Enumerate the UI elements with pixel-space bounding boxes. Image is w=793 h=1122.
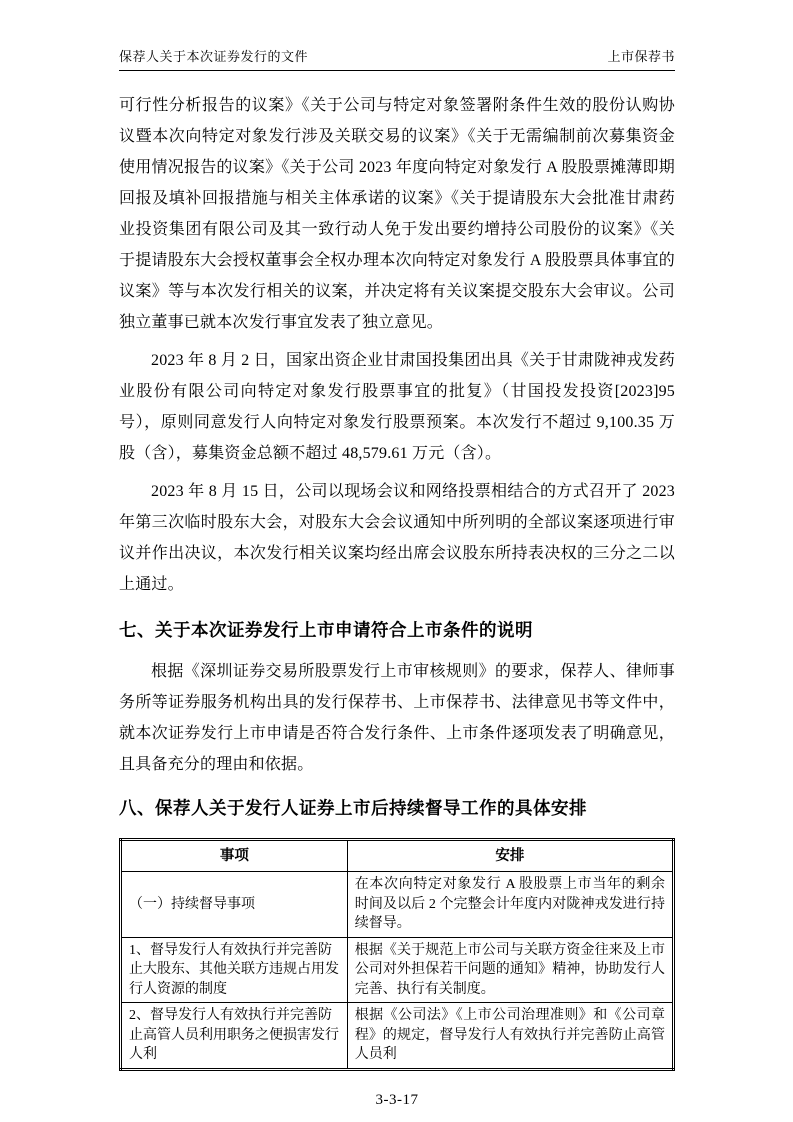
page-header (119, 46, 675, 71)
table-cell-arrangement: 根据《关于规范上市公司与关联方资金往来及上市公司对外担保若干问题的通知》精神，协助发行人完善、执行有关制度。 (347, 937, 673, 1003)
header-left-title: 保荐人关于本次证券发行的文件 (119, 49, 309, 64)
table-row (121, 1003, 674, 1070)
document-body (119, 90, 675, 1071)
table-cell-item: 2、督导发行人有效执行并完善防止高管人员利用职务之便损害发行人利 (121, 1003, 348, 1070)
table-header-item: 事项 (121, 840, 348, 872)
table-cell-item: （一）持续督导事项 (121, 872, 348, 938)
table-row (121, 872, 674, 938)
table-cell-arrangement: 根据《公司法》《上市公司治理准则》和《公司章程》的规定，督导发行人有效执行并完善防止高管人员利 (347, 1003, 673, 1070)
section-heading-seven: 七、关于本次证券发行上市申请符合上市条件的说明 (119, 620, 533, 640)
paragraph-listing-conditions: 根据《深圳证券交易所股票发行上市审核规则》的要求，保荐人、律师事务所等证券服务机构出具的发行保荐书、上市保荐书、法律意见书等文件中，就本次证券发行上市申请是否符合发行条件、上市条件逐项发表了明确意见，且具备充分的理由和依据。 (119, 663, 675, 773)
paragraph-approval-2023-08-02: 2023 年 8 月 2 日，国家出资企业甘肃国投集团出具《关于甘肃陇神戎发药业股份有限公司向特定对象发行股票事宜的批复》（甘国投发投资[2023]95 号），原则同意发行人向特定对象发行股票预案。本次发行不超过 9,100.35 万股（含），募集资金总额不超过 48,579.61 万元（含）。 (119, 352, 675, 462)
header-right-title: 上市保荐书 (607, 49, 675, 64)
paragraph-shareholder-meeting-2023-08-15: 2023 年 8 月 15 日，公司以现场会议和网络投票相结合的方式召开了 2023 年第三次临时股东大会，对股东大会会议通知中所列明的全部议案逐项进行审议并作出决议，本次发行相关议案均经出席会议股东所持表决权的三分之二以上通过。 (119, 483, 675, 593)
paragraph-resolutions-continued: 可行性分析报告的议案》《关于公司与特定对象签署附条件生效的股份认购协议暨本次向特定对象发行涉及关联交易的议案》《关于无需编制前次募集资金使用情况报告的议案》《关于公司 2023 年度向特定对象发行 A 股股票摊薄即期回报及填补回报措施与相关主体承诺的议案》《关于提请股东大会批准甘肃药业投资集团有限公司及其一致行动人免于发出要约增持公司股份的议案》《关于提请股东大会授权董事会全权办理本次向特定对象发行 A 股股票具体事宜的议案》等与本次发行相关的议案，并决定将有关议案提交股东大会审议。公司独立董事已就本次发行事宜发表了独立意见。 (119, 97, 675, 331)
table-cell-item: 1、督导发行人有效执行并完善防止大股东、其他关联方违规占用发行人资源的制度 (121, 937, 348, 1003)
table-row (121, 937, 674, 1003)
supervision-arrangements-table (119, 838, 675, 1071)
table-header-row (121, 840, 674, 872)
table-cell-arrangement: 在本次向特定对象发行 A 股股票上市当年的剩余时间及以后 2 个完整会计年度内对陇神戎发进行持续督导。 (347, 872, 673, 938)
page-number: 3-3-17 (375, 1091, 419, 1108)
section-heading-eight: 八、保荐人关于发行人证券上市后持续督导工作的具体安排 (119, 798, 587, 818)
table-header-arrangement: 安排 (347, 840, 673, 872)
